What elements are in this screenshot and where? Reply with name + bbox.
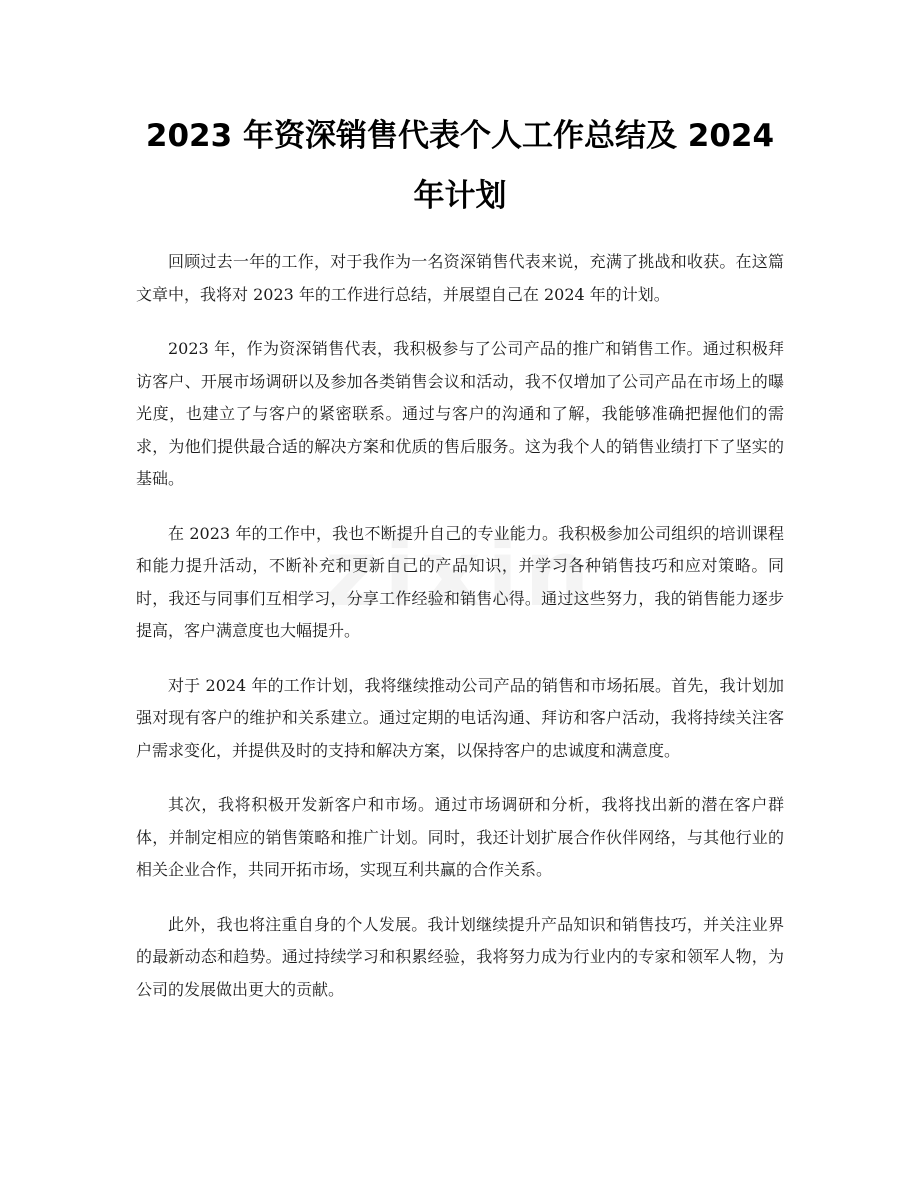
paragraph-5: 其次，我将积极开发新客户和市场。通过市场调研和分析，我将找出新的潜在客户群体，并制定相应的销售策略和推广计划。同时，我还计划扩展合作伙伴网络，与其他行业的相关企业合作，共同开拓市场，实现互利共赢的合作关系。 [136, 795, 784, 879]
paragraph-4: 对于 2024 年的工作计划，我将继续推动公司产品的销售和市场拓展。首先，我计划加强对现有客户的维护和关系建立。通过定期的电话沟通、拜访和客户活动，我将持续关注客户需求变化，并提供及时的支持和解决方案，以保持客户的忠诚度和满意度。 [136, 675, 784, 760]
paragraph-3: 在 2023 年的工作中，我也不断提升自己的专业能力。我积极参加公司组织的培训课程和能力提升活动，不断补充和更新自己的产品知识，并学习各种销售技巧和应对策略。同时，我还与同事们互相学习，分享工作经验和销售心得。通过这些努力，我的销售能力逐步提高，客户满意度也大幅提升。 [136, 523, 784, 640]
document-title [130, 106, 790, 226]
title-line-2: 年计划 [413, 178, 507, 214]
document-body [136, 246, 784, 1028]
paragraph-2: 2023 年，作为资深销售代表，我积极参与了公司产品的推广和销售工作。通过积极拜访客户、开展市场调研以及参加各类销售会议和活动，我不仅增加了公司产品在市场上的曝光度，也建立了与客户的紧密联系。通过与客户的沟通和了解，我能够准确把握他们的需求，为他们提供最合适的解决方案和优质的售后服务。这为我个人的销售业绩打下了坚实的基础。 [136, 339, 784, 488]
paragraph-1: 回顾过去一年的工作，对于我作为一名资深销售代表来说，充满了挑战和收获。在这篇文章中，我将对 2023 年的工作进行总结，并展望自己在 2024 年的计划。 [136, 252, 784, 304]
title-line-1: 2023 年资深销售代表个人工作总结及 2024 [145, 118, 775, 154]
paragraph-6: 此外，我也将注重自身的个人发展。我计划继续提升产品知识和销售技巧，并关注业界的最新动态和趋势。通过持续学习和积累经验，我将努力成为行业内的专家和领军人物，为公司的发展做出更大的贡献。 [136, 914, 784, 999]
